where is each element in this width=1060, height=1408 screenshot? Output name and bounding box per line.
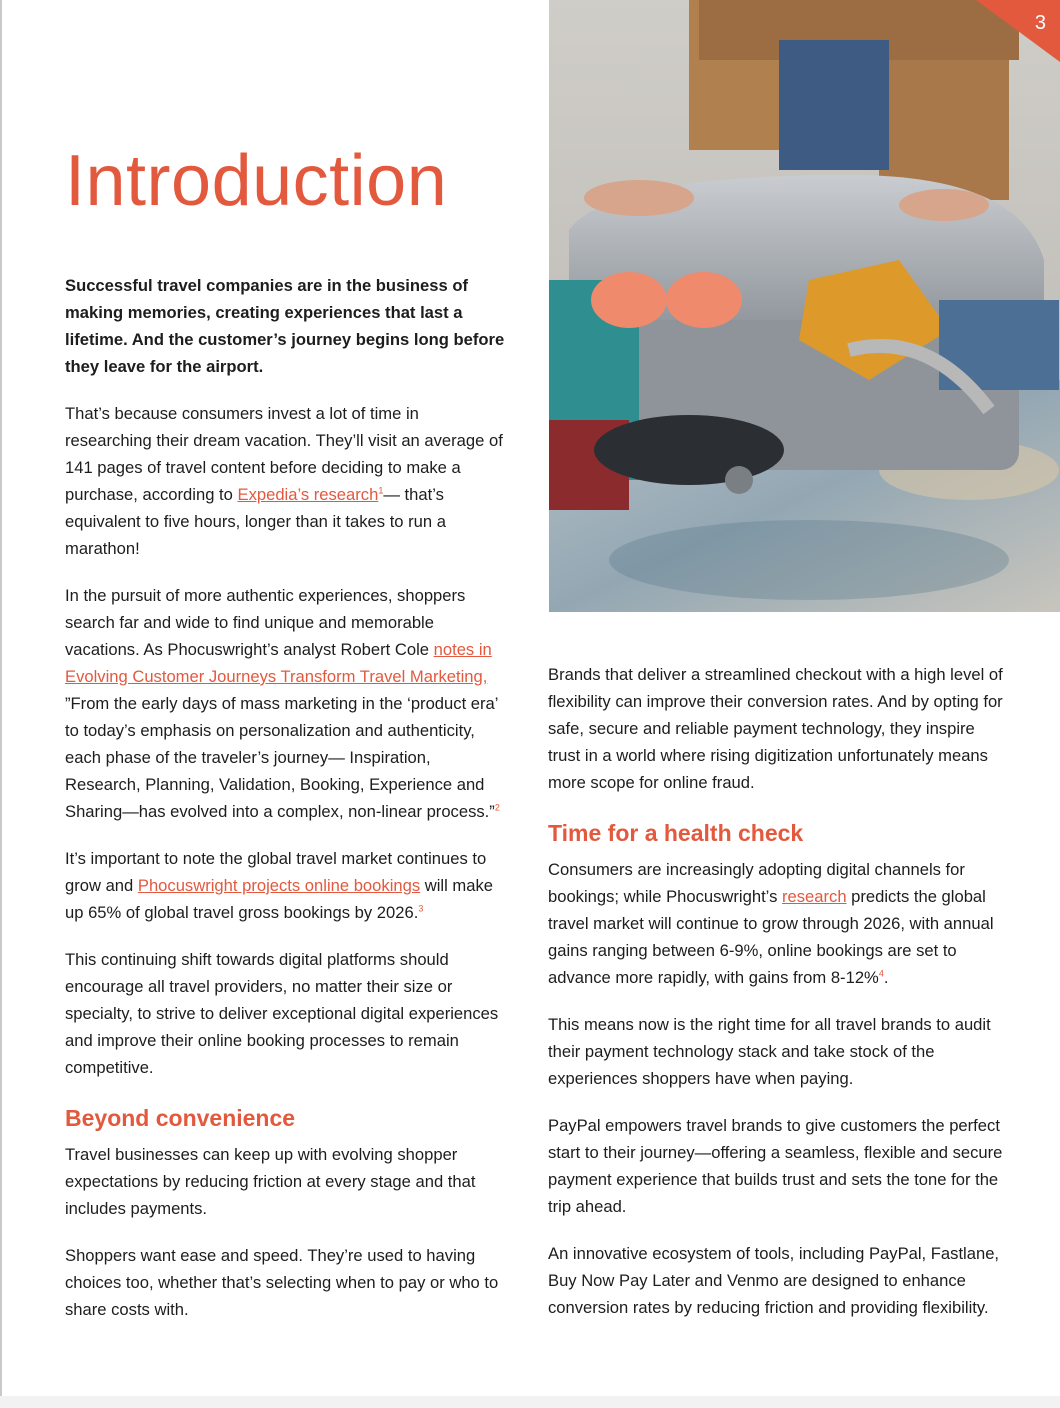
expedia-research-link[interactable]: Expedia’s research [237,485,379,504]
paragraph-friction: Travel businesses can keep up with evolving shopper expectations by reducing friction at every stage and that includes payments. [65,1145,476,1218]
heading-health-check: Time for a health check [548,820,804,846]
suitcase-photo [549,0,1060,612]
paragraph-digital-channels: Consumers are increasingly adopting digital channels for bookings; while Phocuswright’s research predicts the global travel market will continue to grow through 2026, with annual gains ranging between 6-9%, online bookings are set to advance more rapidly, with gains from 8-12%$^4$. [548,860,994,987]
research-link[interactable]: research [781,887,847,906]
paragraph-authentic: In the pursuit of more authentic experiences, shoppers search far and wide to find unique and memorable vacations. As Phocuswright’s analyst Robert Cole notes in Evolving Customer Journeys Transform Travel Marketing, ”From the early days of mass marketing in the ‘product era’ to today’s emphasis on personalization and authenticity, each phase of the traveler’s journey— Inspiration, Research, Planning, Validation, Booking, Experience and Sharing—has evolved into a complex, non-linear process.”$^2$ [65,586,500,821]
paragraph-market: It’s important to note the global travel market continues to grow and Phocuswright projects online bookings will make up 65% of global travel gross bookings by 2026.$^3$ [65,849,493,922]
page-corner-tab [976,0,1060,62]
paragraph-checkout: Brands that deliver a streamlined checkout with a high level of flexibility can improve their conversion rates. And by opting for safe, secure and reliable payment technology, they inspire trust in a world where rising digitization unfortunately means more scope for online fraud. [548,665,1003,792]
footnote-ref: 1 [378,485,384,496]
paragraph-research: That’s because consumers invest a lot of time in researching their dream vacation. They’ll visit an average of 141 pages of travel content before deciding to make a purchase, according to Expedia’s research$^1$— that’s equivalent to five hours, longer than it takes to run a marathon! [65,404,503,558]
paragraph-shift: This continuing shift towards digital platforms should encourage all travel providers, no matter their size or specialty, to strive to deliver exceptional digital experiences and improve their online booking processes to remain competitive. [65,950,499,1077]
evolving-journeys-link[interactable]: notes in Evolving Customer Journeys Transform Travel Marketing, [65,640,492,686]
page-title: Introduction [65,141,448,221]
paragraph-audit: This means now is the right time for all travel brands to audit their payment technology stack and take stock of the experiences shoppers have when paying. [548,1015,991,1088]
right-column [548,661,1003,1341]
paragraph-ease: Shoppers want ease and speed. They’re used to having choices too, whether that’s selecting when to pay or who to share costs with. [65,1246,499,1319]
heading-beyond-convenience: Beyond convenience [65,1105,296,1131]
page-edge [0,0,2,1408]
paragraph-paypal: PayPal empowers travel brands to give customers the perfect start to their journey—offering a seamless, flexible and secure payment experience that builds trust and sets the tone for the trip ahead. [548,1116,1003,1216]
footnote-ref: 2 [494,802,500,813]
lead-paragraph: Successful travel companies are in the business of making memories, creating experiences that last a lifetime. And the customer’s journey begins long before they leave for the airport. [65,276,505,376]
paragraph-ecosystem: An innovative ecosystem of tools, including PayPal, Fastlane, Buy Now Pay Later and Venmo are designed to enhance conversion rates by reducing friction and providing flexibility. [548,1244,1000,1317]
page-bottom-band [0,1396,1060,1408]
footnote-ref: 3 [418,903,424,914]
footnote-ref: 4 [878,968,884,979]
phocuswright-projects-link[interactable]: Phocuswright projects online bookings [137,876,421,895]
left-column [65,272,510,1343]
page-number: 3 [1034,12,1046,34]
